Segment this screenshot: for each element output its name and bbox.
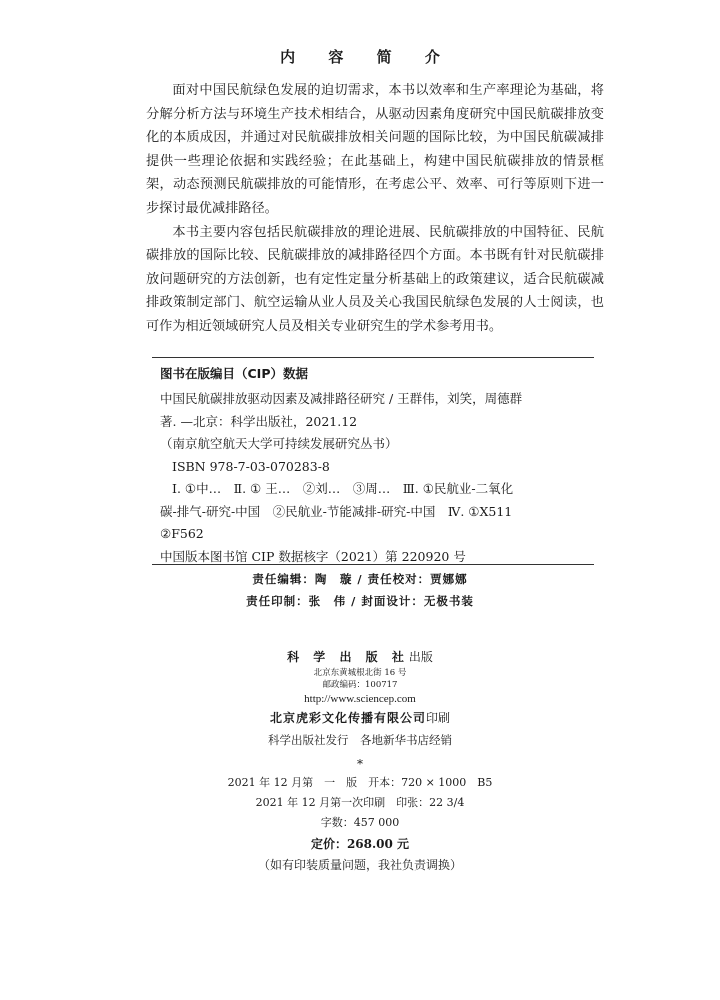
page-title: 内 容 简 介 — [280, 48, 454, 66]
publisher-name-suffix: 出版 — [408, 650, 433, 664]
separator-star: * — [357, 757, 363, 771]
cip-block — [160, 364, 594, 568]
printer-suffix: 印刷 — [426, 711, 451, 725]
intro-section — [146, 79, 604, 339]
printer-name: 北京虎彩文化传播有限公司 — [269, 711, 426, 725]
wordcount-line: 字数：457 000 — [320, 816, 400, 829]
cip-bottom-rule — [152, 564, 594, 565]
cip-line-2: 著. —北京：科学出版社，2021.12 — [160, 413, 358, 429]
intro-paragraph-2: 本书主要内容包括民航碳排放的理论进展、民航碳排放的中国特征、民航碳排放的国际比较、民航碳排放的减排路径四个方面。本书既有针对民航碳排放问题研究的方法创新，也有定性定量分析基础上的政策建议，适合民航碳减排政策制定部门、航空运输从业人员及关心我国民航绿色发展的人士阅读，也可作为相近领域研究人员及相关专业研究生的学术参考用书。 — [146, 224, 604, 334]
cip-line-3: （南京航空航天大学可持续发展研究丛书） — [160, 436, 398, 451]
quality-notice: （如有印装质量问题，我社负责调换） — [257, 858, 462, 872]
printer-row — [0, 707, 720, 729]
cip-line-isbn: ISBN 978-7-03-070283-8 — [172, 458, 330, 474]
cip-line-8: 中国版本图书馆 CIP 数据核字（2021）第 220920 号 — [160, 548, 466, 564]
intro-paragraph-1: 面对中国民航绿色发展的迫切需求，本书以效率和生产率理论为基础，将分解分析方法与环境生产技术相结合，从驱动因素角度研究中国民航碳排放变化的本质成因，并通过对民航碳排放相关问题的国际比较，为中国民航碳减排提供一些理论依据和实践经验；在此基础上，构建中国民航碳排放的情景框架，动态预测民航碳排放的可能情形，在考虑公平、效率、可行等原则下进一步探讨最优减排路径。 — [146, 83, 604, 216]
printing-line: 2021 年 12 月第一次印刷 印张：22 3/4 — [255, 796, 465, 809]
cip-line-6: 碳-排气-研究-中国 ②民航业-节能减排-研究-中国 Ⅳ. ①X511 — [160, 503, 513, 519]
staff-line-production: 责任印制：张 伟 / 封面设计：无极书装 — [246, 594, 474, 608]
publisher-postcode: 邮政编码：100717 — [322, 680, 398, 690]
price-line: 定价：268.00 元 — [310, 837, 410, 851]
publisher-name: 科 学 出 版 社 — [287, 650, 409, 664]
publisher-address: 北京东黄城根北街 16 号 — [313, 668, 407, 678]
cip-line-1: 中国民航碳排放驱动因素及减排路径研究 / 王群伟，刘笑，周德群 — [160, 391, 523, 406]
cip-heading: 图书在版编目（CIP）数据 — [160, 366, 308, 381]
staff-credits — [0, 568, 720, 612]
publisher-url: http://www.sciencep.com — [304, 693, 416, 705]
cip-line-7: ②F562 — [160, 526, 204, 541]
publisher-block — [0, 646, 720, 875]
cip-top-rule — [152, 357, 594, 358]
publisher-name-row — [0, 646, 720, 667]
distribution-line: 科学出版社发行 各地新华书店经销 — [268, 733, 452, 747]
cip-line-5: Ⅰ. ①中… Ⅱ. ① 王… ②刘… ③周… Ⅲ. ①民航业-二氧化 — [172, 481, 514, 496]
staff-line-editors: 责任编辑：陶 璇 / 责任校对：贾娜娜 — [252, 572, 468, 586]
edition-line: 2021 年 12 月第 一 版 开本：720 × 1000 B5 — [227, 776, 493, 789]
